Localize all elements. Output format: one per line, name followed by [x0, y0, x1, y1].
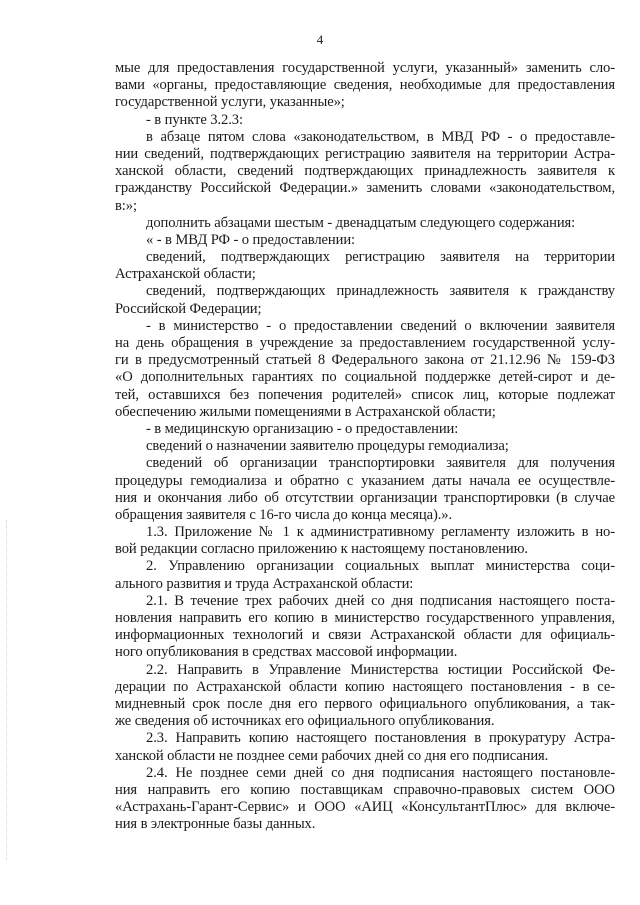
text-line: же сведения об источниках его официального опубликования.	[115, 713, 495, 730]
text-line: 1.3. Приложение № 1 к административному регламенту изложить в но-	[146, 524, 615, 541]
text-line: 2. Управлению организации социальных выплат министерства соци-	[146, 558, 615, 575]
text-line: гражданству Российской Федерации.» заменить словами «законодательством,	[115, 180, 615, 197]
text-line: ального развития и труда Астраханской области:	[115, 575, 414, 592]
text-line: на день обращения в учреждение за предоставлением государственной услу-	[115, 335, 615, 351]
text-line: 2.2. Направить в Управление Министерства юстиции Российской Фе-	[146, 661, 615, 678]
text-line: мидневный срок после дня его первого официального опубликования, а так-	[115, 695, 615, 712]
text-line: ханской области, сведений подтверждающих принадлежность заявителя к	[115, 163, 615, 180]
text-line: вами «органы, предоставляющие сведения, необходимые для предоставления	[115, 77, 615, 94]
text-line: государственной услуги, указанные»;	[115, 94, 345, 111]
text-line: нии сведений, подтверждающих регистрацию заявителя на территории Астра-	[115, 145, 615, 162]
text-line: «О дополнительных гарантиях по социальной поддержке детей-сирот и де-	[115, 369, 615, 386]
text-line: ния направить его копию поставщикам справочно-правовых систем ООО	[115, 781, 615, 798]
text-line: Астраханской области;	[115, 266, 256, 283]
text-line: ного опубликования в средствах массовой информации.	[115, 644, 458, 661]
text-line: тей, оставшихся без попечения родителей» список лиц, которые подлежат	[115, 386, 615, 403]
text-line: ги в предусмотренный статьей 8 Федерального закона от 21.12.96 № 159-ФЗ	[115, 352, 615, 369]
text-line: Российской Федерации;	[115, 300, 262, 317]
text-line: процедуры гемодиализа и обратно с указанием даты начала ее осуществле-	[115, 472, 615, 489]
text-line: ния и окончания либо об отсутствии организации транспортировки (в случае	[115, 489, 615, 506]
text-line: - в медицинскую организацию - о предоставлении:	[146, 420, 459, 437]
text-line: сведений о назначении заявителю процедуры гемодиализа;	[146, 438, 509, 455]
text-line: новления направить его копию в министерство государственного управления,	[115, 610, 615, 626]
text-line: - в пункте 3.2.3:	[146, 111, 243, 128]
text-line: обращения заявителя с 16-го числа до конца месяца).».	[115, 506, 452, 523]
text-line: « - в МВД РФ - о предоставлении:	[146, 231, 355, 248]
page-number: 4	[316, 32, 324, 47]
text-line: «Астрахань-Гарант-Сервис» и ООО «АИЦ «КонсультантПлюс» для включе-	[115, 799, 615, 816]
text-line: информационных технологий и связи Астраханской области для официаль-	[115, 627, 615, 644]
text-line: - в министерство - о предоставлении сведений о включении заявителя	[146, 317, 615, 334]
text-line: в:»;	[115, 197, 137, 214]
text-line: сведений, подтверждающих регистрацию заявителя на территории	[146, 249, 615, 266]
text-line: обеспечению жилыми помещениями в Астраханской области;	[115, 403, 496, 420]
text-line: сведений об организации транспортировки заявителя для получения	[146, 455, 615, 472]
text-line: 2.4. Не позднее семи дней со дня подписания настоящего постановле-	[146, 764, 615, 781]
document-body	[115, 60, 615, 833]
text-line: в абзаце пятом слова «законодательством, в МВД РФ - о предоставле-	[146, 128, 615, 145]
text-line: мые для предоставления государственной услуги, указанный» заменить сло-	[115, 60, 615, 76]
text-line: ханской области не позднее семи рабочих дней со дня его подписания.	[115, 747, 549, 764]
margin-stamp-marks	[6, 520, 13, 860]
text-line: дерации по Астраханской области копию настоящего постановления - в се-	[115, 678, 615, 695]
text-line: вой редакции согласно приложению к настоящему постановлению.	[115, 541, 528, 558]
text-line: 2.1. В течение трех рабочих дней со дня подписания настоящего поста-	[146, 592, 615, 609]
text-line: 2.3. Направить копию настоящего постановления в прокуратуру Астра-	[146, 730, 615, 747]
text-line: дополнить абзацами шестым - двенадцатым следующего содержания:	[146, 214, 576, 231]
text-line: сведений, подтверждающих принадлежность заявителя к гражданству	[146, 283, 615, 300]
text-line: ния в электронные базы данных.	[115, 816, 316, 833]
